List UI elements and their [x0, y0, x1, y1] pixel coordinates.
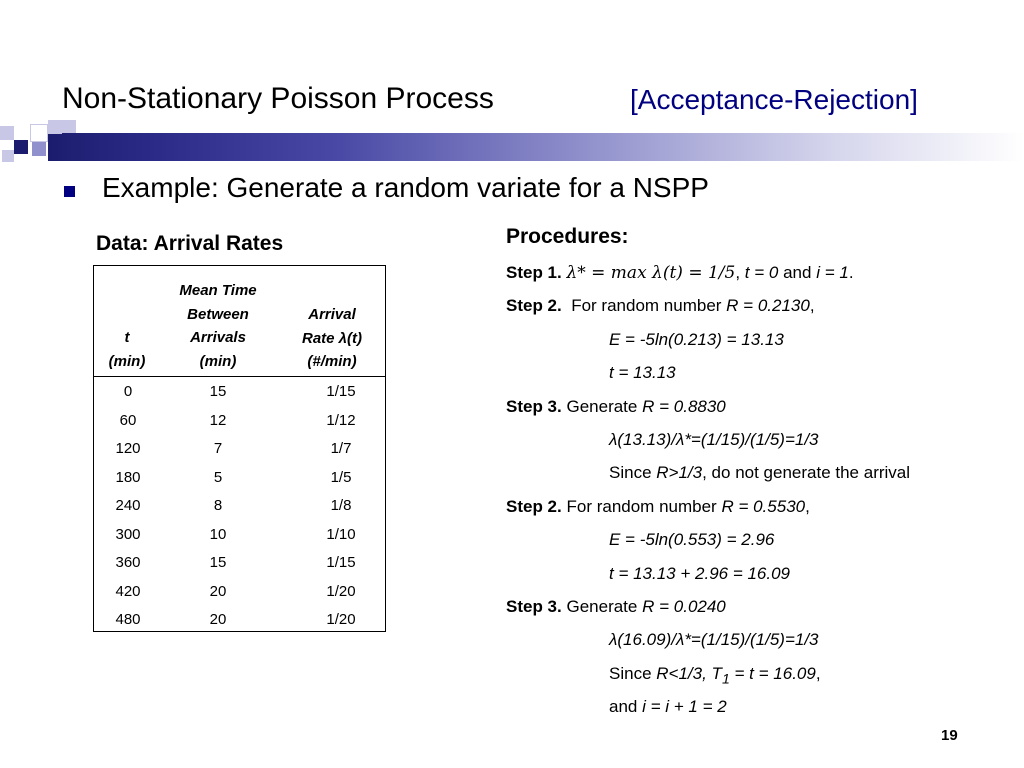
step-label: Step 1.: [506, 263, 562, 282]
step-text: Since: [609, 463, 652, 483]
table-row: [94, 380, 385, 409]
step-line: [506, 690, 910, 723]
step-line: [506, 456, 910, 489]
header-rate-line: Rate λ(t): [301, 329, 362, 347]
cell-mean: 20: [209, 611, 227, 628]
step-line: Step 2. For random number R = 0.2130,: [506, 296, 815, 316]
cell-mean: 10: [209, 525, 227, 543]
table-row: [94, 580, 385, 609]
cell-rate: 1/7: [330, 440, 352, 457]
bullet-text: Example: Generate a random variate for a NSPP: [102, 172, 709, 203]
cell-rate: 1/5: [330, 468, 352, 486]
step-formula: R = 0.0240: [642, 596, 726, 616]
step-line: [506, 590, 910, 623]
header-time: [98, 326, 156, 373]
step-formula: R = 0.2130: [726, 296, 810, 316]
slide-title: Non-Stationary Poisson Process: [62, 82, 494, 115]
table-row: [94, 551, 385, 580]
step-line: [506, 390, 910, 423]
arrival-rate-table: [93, 265, 386, 632]
step-text: , do not generate the arrival: [702, 463, 911, 483]
step-line: [506, 356, 910, 389]
step-line: [506, 523, 910, 556]
bullet-square-icon: [64, 186, 75, 197]
table-row: [94, 437, 385, 466]
step-label: Step 3.: [506, 596, 562, 616]
step-line: [506, 623, 910, 656]
step-text: and: [609, 697, 638, 717]
step-formula: E = -5ln(0.213) = 13.13: [609, 329, 784, 349]
cell-mean: 15: [209, 383, 227, 400]
header-mean-line: (min): [199, 352, 237, 370]
cell-time: 180: [115, 468, 141, 486]
deco-square: [2, 150, 14, 162]
cell-rate: 1/8: [330, 497, 352, 514]
cell-mean: 20: [209, 582, 227, 600]
step-label: Step 3.: [506, 396, 562, 416]
deco-square: [62, 120, 76, 133]
cell-mean: 8: [213, 497, 223, 514]
step-text: Since: [609, 663, 652, 683]
header-mean-line: Mean Time: [179, 282, 257, 299]
deco-square: [0, 126, 14, 140]
step-formula: R>1/3: [656, 463, 703, 483]
table-row: [94, 494, 385, 523]
step-text: Generate: [566, 396, 638, 416]
step-line: [506, 323, 910, 356]
step-formula: t = 0: [744, 263, 779, 282]
table-row: [94, 409, 385, 438]
header-mean-line: Between: [187, 305, 249, 323]
formula-part: = t = 16.09: [729, 663, 816, 683]
cell-rate: 1/12: [326, 411, 356, 429]
cell-rate: 1/20: [326, 611, 356, 628]
deco-square: [32, 142, 46, 156]
step-formula: λ(16.09)/λ*=(1/15)/(1/5)=1/3: [609, 630, 819, 650]
title-decoration-band: [0, 120, 1024, 164]
step-formula: R = 0.5530: [721, 496, 806, 516]
cell-mean: 15: [209, 554, 227, 571]
step-formula: [656, 663, 816, 688]
step-text: For random number: [566, 496, 717, 516]
step-formula: i = i + 1 = 2: [642, 697, 727, 717]
table-body: [94, 380, 385, 637]
cell-rate: 1/15: [326, 383, 356, 400]
header-rate-line: Arrival: [308, 306, 356, 323]
cell-rate: 1/15: [326, 554, 356, 571]
table-heading: Data: Arrival Rates: [96, 232, 284, 255]
procedures-heading: Procedures:: [506, 225, 629, 248]
header-arrival-rate: [280, 303, 384, 374]
cell-time: 120: [115, 440, 141, 457]
step-formula: λ(13.13)/λ*=(1/15)/(1/5)=1/3: [609, 429, 819, 449]
step-label: Step 2.: [506, 496, 562, 516]
step-formula: t = 13.13 + 2.96 = 16.09: [609, 563, 791, 583]
cell-time: 300: [115, 525, 141, 543]
step-formula: i = 1: [816, 263, 849, 282]
deco-square: [48, 120, 62, 134]
cell-mean: 5: [213, 468, 223, 486]
table-row: [94, 466, 385, 495]
header-time-line: (min): [108, 352, 146, 370]
cell-time: 240: [115, 497, 141, 514]
cell-mean: 12: [209, 411, 227, 429]
formula-part: R<1/3, T: [656, 663, 722, 683]
cell-time: 60: [119, 411, 137, 429]
cell-rate: 1/20: [326, 582, 356, 600]
step-text: Generate: [566, 596, 638, 616]
step-label: Step 2.: [506, 296, 562, 316]
cell-time: 0: [123, 383, 133, 400]
table-row: [94, 523, 385, 552]
step-line: Since R<1/3, $T_1 = t = 16.09$,: [609, 663, 821, 688]
step-formula: λ* = max λ(t) = 1/5: [566, 263, 736, 283]
cell-time: 480: [115, 611, 141, 628]
header-time-line: t: [124, 329, 130, 346]
step-line: [506, 423, 910, 456]
cell-time: 360: [115, 554, 141, 571]
step-line: [506, 557, 910, 590]
deco-square: [14, 140, 28, 154]
step-formula: E = -5ln(0.553) = 2.96: [609, 530, 775, 550]
page-number: 19: [941, 727, 958, 744]
header-rate-line: (#/min): [307, 353, 357, 370]
header-mean-time: [156, 279, 280, 373]
step-line: Step 2. For random number R = 0.5530,: [506, 496, 810, 516]
cell-mean: 7: [213, 440, 223, 457]
step-text: and: [783, 263, 812, 282]
table-row: [94, 608, 385, 637]
header-mean-line: Arrivals: [190, 329, 246, 346]
cell-rate: 1/10: [326, 525, 356, 543]
slide-subtitle: [Acceptance-Rejection]: [630, 84, 918, 115]
step-formula: R = 0.8830: [642, 396, 726, 416]
gradient-bar: [48, 133, 1024, 161]
formula-subscript: 1: [721, 671, 730, 688]
step-line: Step 1. λ* = max λ(t) = 1/5, t = 0 and i = 1.: [506, 263, 854, 283]
table-header: [94, 266, 385, 377]
step-formula: t = 13.13: [609, 363, 676, 383]
procedures-panel: [506, 224, 910, 723]
deco-square: [30, 124, 48, 142]
cell-time: 420: [115, 582, 141, 600]
step-text: For random number: [571, 296, 722, 316]
